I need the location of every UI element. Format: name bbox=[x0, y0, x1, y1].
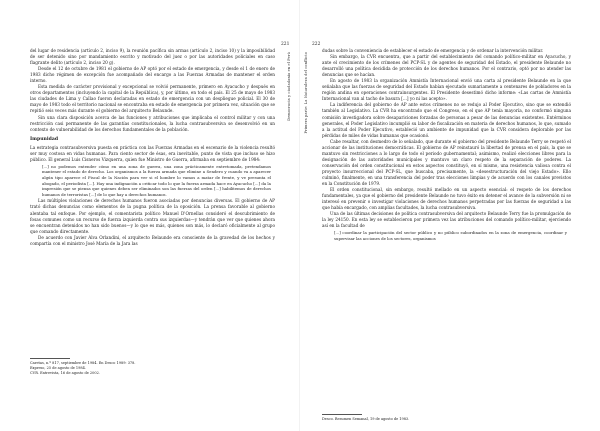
section-title: Impunidad bbox=[30, 136, 59, 142]
page-number: 221 bbox=[281, 42, 290, 47]
right-page bbox=[300, 0, 600, 431]
paragraph: En agosto de 1983 la organización Amnistía Internacional envió una carta al presidente Belaunde en la que señalaba que las fuerzas de seguridad del Estado habían ejecutado sumariamente a centenares de pobladores en la región andina en operaciones contrainsurgentes. El Presidente desestimó dicho informe: «Las cartas de Amnistía Internacional van al tacho de basura [...] yo ni las acepto». bbox=[322, 78, 571, 102]
footnote: Desco. Resumen Semanal, 19 de agosto de 1983. bbox=[322, 417, 410, 421]
paragraph: Esta medida de carácter provisional y excepcional se volvió permanente, primero en Ayacucho y después en otros departamentos (incluyendo la capital de la República), y, por último, en todo el país. El 25 de mayo de 1983 las ciudades de Lima y Callao fueron declaradas en estado de emergencia con un despliegue policial. El 30 de mayo de 1983 todo el territorio nacional se encontraba en estado de emergencia por primera vez, situación que se repitió seis veces más durante el gobierno del arquitecto Belaunde. bbox=[30, 84, 275, 114]
paragraph: El orden constitucional, sin embargo, resultó mellado en un aspecto esencial: el respeto de los derechos fundamentales, ya que el gobierno del presidente Belaunde no tuvo éxito en detener el avance de la subversión ni se interesó en prevenir o investigar violaciones de derechos humanos perpetradas por las fuerzas de seguridad a las que había encargado, con amplias facultades, la lucha contrasubversiva. bbox=[322, 187, 571, 211]
footnotes bbox=[30, 358, 275, 376]
footnote-rule bbox=[322, 414, 362, 415]
footnote-rule bbox=[30, 358, 70, 359]
paragraph: del lugar de residencia (artículo 2, inciso 9), la reunión pacífica sin armas (artículo 2, inciso 10) y la imposibilidad de ser detenido sino por mandamiento escrito y motivado del juez o por las autoridades policiales en caso flagrante delito (artículo 2, inciso 20 g). bbox=[30, 48, 275, 66]
footnote: CVR. Entrevista, 16 de agosto de 2002. bbox=[30, 371, 100, 375]
page-number: 222 bbox=[312, 42, 321, 47]
block-quote: [...] coordinar la participación del sector público y no público subordinados en la zona de emergencia, coordinar y supervisar las acciones de los sectores, organismos bbox=[334, 230, 567, 241]
paragraph: Desde el 12 de octubre de 1981 el gobierno de AP optó por el estado de emergencia, y desde el 1 de enero de 1983 dicho régimen de excepción fue acompañado del encargo a las Fuerzas Armadas de mantener el orden interno. bbox=[30, 66, 275, 84]
text-column bbox=[30, 48, 275, 247]
paragraph: Cabe resaltar, con desmedro de lo señalado, que durante el gobierno del presidente Belaunde Terry se respetó el accionar de las instituciones democráticas. El gobierno de AP reinstauró la libertad de prensa en el país, la que se mantuvo sin restricciones a lo largo de todo el periodo gubernamental; asimismo, realizó elecciones libres para la designación de las autoridades municipales y mantuvo un claro respeto de la separación de poderes. La conservación del orden constitucional en estos aspectos constituyó, en sí mismo, una resistencia valiosa contra el proyecto insurreccional del PCP-SL, que buscaba, precisamente, la «desestructuración del viejo Estado». Ello culminó, finalmente, en una transferencia del poder tras elecciones limpias y de acuerdo con los canales previstos en la Constitución de 1979. bbox=[322, 138, 571, 187]
paragraph: Sin embargo, la CVR encuentra, que a partir del establecimiento del comando político-militar en Ayacucho, y ante el crecimiento de los crímenes del PCP-SL y de agentes de seguridad del Estado, el presidente Belaunde no desarrolló una política decidida de protección de los derechos humanos. Por el contrario, optó por no atender las denuncias que se hacían. bbox=[322, 54, 571, 78]
paragraph: Una de las últimas decisiones de política contrasubversiva del arquitecto Belaunde Terry fue la promulgación de la ley 24150. En esta ley se establecieron por primera vez las atribuciones del comando político-militar, ejerciendo así en la facultad de bbox=[322, 211, 571, 229]
paragraph: Sin una clara disposición acerca de las funciones y atribuciones que implicaba el control militar y con una restricción casi permanente de las garantías constitucionales, la lucha contrasubversiva se desenvolvió en un contexto de vulnerabilidad de los derechos fundamentales de la población. bbox=[30, 114, 275, 132]
text-column bbox=[322, 48, 571, 243]
paragraph: dudas sobre la conveniencia de establecer el estado de emergencia y de ordenar la intervención militar. bbox=[322, 48, 544, 53]
paragraph: La indiferencia del gobierno de AP ante estos crímenes no se redujo al Poder Ejecutivo, sino que se extendió también al Legislativo. La CVR ha encontrado que el Congreso, en el que AP tenía mayoría, no conformó ninguna comisión investigadora sobre desapariciones forzadas de personas a pesar de las denuncias existentes. Entérminos generales, el Poder Legislativo incumplió su labor de fiscalización en materia de derechos humanos, lo que, sumado a la actitud del Poder Ejecutivo, estableció un ambiente de impunidad que la CVR considera deplorable por las pérdidas de miles de vidas humanas que ocasionó. bbox=[322, 102, 571, 138]
paragraph: La estrategia contrasubversiva puesta en práctica con las Fuerzas Armadas en el escenario de la violencia resultó ser muy costosa en vidas humanas. Para ciento sector de ésas, era inevitable, punto de vista que incluso se hizo público. El general Luis Cisneros Vizquerra, quien fue Ministro de Guerra, afirmaba en septiembre de 1984: bbox=[30, 144, 275, 162]
paragraph: Las múltiples violaciones de derechos humanos fueron asociadas por denuncias diversas. El gobierno de AP trató dichas denuncias como elementos de la pugna política de la oposición. La prensa favorable al gobierno alentaba tal enfoque. Por ejemplo, el comentarista político Manuel D'Ornellas consideró el descubrimiento de fosas comunes como un recurso de fuerza izquierda contra sus izquierdas—y tendrán que ver que quienes ahora se encuentran detenidos no han sido buenos—y lo que es más, quienes son más, lo declaró oficialmente al grupo que comando directamente. bbox=[30, 198, 275, 234]
block-quote: [...] no podemos entender cómo en una zona de guerra, una zona prácticamente entretomada, pretendamos mantener el estado de derecho. Los organismos a la fuerza armada que elimine a Sendero y cuando va a aparecer algún tipo aparece el Fiscal de la Nación para ver si el hombre lo vamos a matar de frente, y ve presunta el abogado, el periodista [...]. Hay una indignación a criticar todo lo que la fuerza armada hace en Ayacucho [...] da la impresión que se piensa que quienes deben ser eliminados son las fuerzas del orden [...] habilitemos de derechos humanos de terroristas [...] de lo que hay a derechos humanos. bbox=[42, 163, 271, 197]
running-head: Primera parte: La Naturaleza del conflicto bbox=[304, 52, 308, 134]
footnote: Expreso, 25 de agosto de 1984. bbox=[30, 366, 86, 370]
running-head: Democracia y ciudadanía en el Perú bbox=[287, 52, 291, 121]
footnotes bbox=[322, 414, 571, 422]
paragraph: De acuerdo con Javier Alva Orlandini, el arquitecto Belaunde era consciente de la gravedad de los hechos y compartía con el ministro José María de la Jara las bbox=[30, 234, 275, 246]
footnote: Caretas, n.º 817, septiembre de 1984. En Desco 1989: 378. bbox=[30, 361, 136, 365]
